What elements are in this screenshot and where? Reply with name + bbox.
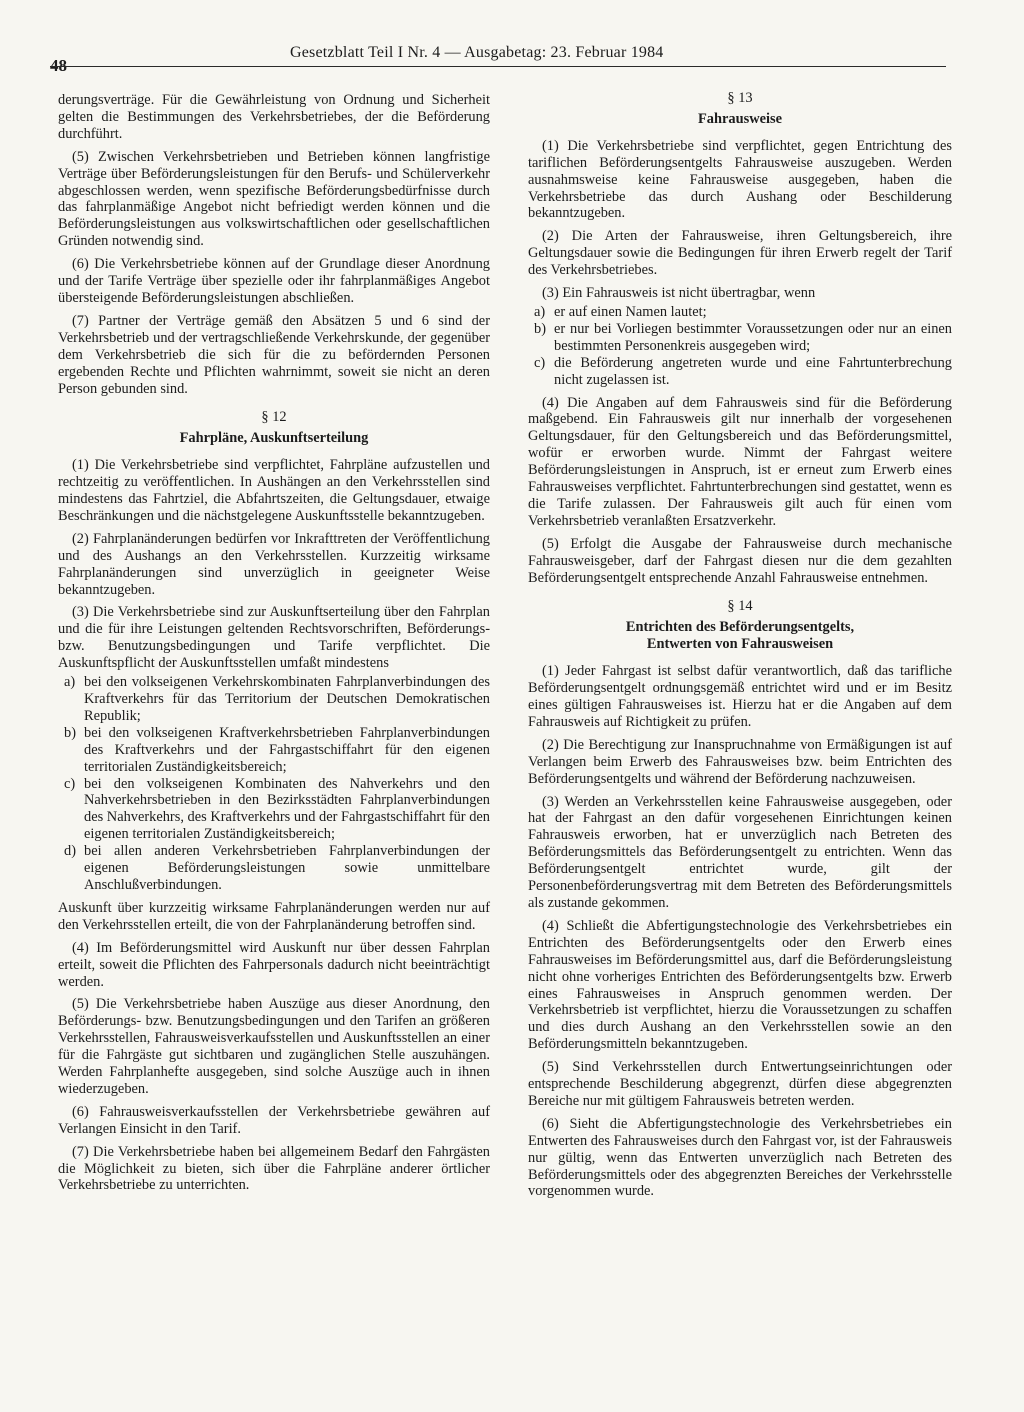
s12-paragraph-4: (4) Im Beförderungsmittel wird Auskunft nur über dessen Fahrplan erteilt, soweit die Pflichten des Fahrpersonals dadurch nicht beeinträchtigt werden. [58,939,490,990]
list-item-text: bei den volkseigenen Verkehrskombinaten Fahrplanverbindungen des Kraftverkehrs für das Territorium der Deutschen Demokratischen Republik; [84,674,490,724]
section-title-14-line-2: Entwerten von Fahrausweisen [646,636,834,653]
right-column [528,90,952,1206]
running-header: Gesetzblatt Teil I Nr. 4 — Ausgabetag: 23. Februar 1984 [290,44,664,61]
list-item-label: b) [534,320,546,337]
paragraph-7: (7) Partner der Verträge gemäß den Absätzen 5 und 6 sind der Verkehrsbetrieb und der vertragschließende Verkehrskunde, der gegenüber dem Verkehrsbetrieb die sich für die zu befördernden Personen ergebenden Rechte und Pflichten wahrnimmt, soweit sie nicht an deren Person gebunden sind. [58,312,490,397]
list-item-label: b) [64,724,76,741]
s12-paragraph-3: (3) Die Verkehrsbetriebe sind zur Auskunftserteilung über den Fahrplan und die für ihre Leistungen geltenden Rechtsvorschriften, Beförderungs- bzw. Benutzungsbedingungen und Tarife verpflichtet. Die Auskunftspflicht der Auskunftsstellen umfaßt mindestens [58,604,490,672]
s12-p3-list [58,674,490,894]
page-number: 48 [50,56,67,75]
list-item [58,674,490,725]
list-item-text: bei den volkseigenen Kraftverkehrsbetrieben Fahrplanverbindungen des Kraftverkehrs und der Fahrgastschiffahrt für den eigenen territorialen Zuständigkeitsbereich; [84,724,490,775]
s12-paragraph-1: (1) Die Verkehrsbetriebe sind verpflichtet, Fahrpläne aufzustellen und rechtzeitig zu veröffentlichen. In Aushängen an den Verkehrsstellen sind mindestens das Fahrtziel, die Abfahrtszeiten, die Geltungsdauer, etwaige Beschränkungen und die nächstgelegene Auskunftsstelle bekanntzugeben. [58,457,490,524]
section-number-12: § 12 [261,409,287,426]
list-item-label: c) [64,775,76,792]
list-item-text: die Beförderung angetreten wurde und eine Fahrtunterbrechung nicht zugelassen ist. [554,354,952,388]
list-item [528,321,952,355]
list-item-text: bei allen anderen Verkehrsbetrieben Fahrplanverbindungen der eigenen Beförderungsleistungen sowie unmittelbare Anschlußverbindungen. [84,843,490,893]
list-item-label: d) [64,843,76,860]
paragraph-6: (6) Die Verkehrsbetriebe können auf der Grundlage dieser Anordnung und der Tarife Verträge über spezielle oder ihr fahrplanmäßiges Angebot übersteigende Beförderungsleistungen abschließen. [58,256,490,306]
list-item [528,355,952,389]
list-item-label: a) [64,674,76,691]
section-title-14 [528,619,952,653]
s14-paragraph-4: (4) Schließt die Abfertigungstechnologie des Verkehrsbetriebes ein Entrichten des Beförderungsentgelts oder den Erwerb eines Fahrausweises im Beförderungsmittel aus, darf die Beförderungsleistung nicht ohne vorheriges Entrichten des Beförderungsentgelts bzw. Erwerb eines Fahrausweises in Anspruch genommen werden. Der Verkehrsbetrieb ist verpflichtet, hierzu die Voraussetzungen zu schaffen und dies durch Aushang an den Verkehrsstellen sowie an den Beförderungsmitteln bekanntzugeben. [528,917,952,1053]
s12-paragraph-6: (6) Fahrausweisverkaufsstellen der Verkehrsbetriebe gewähren auf Verlangen Einsicht in den Tarif. [58,1103,490,1137]
paragraph-5: (5) Zwischen Verkehrsbetrieben und Betrieben können langfristige Verträge über Beförderungsleistungen für den Berufs- und Schülerverkehr abgeschlossen werden, wenn spezifische Beförderungsbedürfnisse durch das fahrplanmäßige Angebot nicht befriedigt werden können und die Beförderungsleistungen aus volkswirtschaftlichen oder gesellschaftlichen Gründen notwendig sind. [58,148,490,250]
s14-paragraph-3: (3) Werden an Verkehrsstellen keine Fahrausweise ausgegeben, oder hat der Fahrgast an den dafür vorgesehenen Einrichtungen keinen Fahrausweis erworben, hat er unverzüglich nach Betreten des Beförderungsmittels das Beförderungsentgelt zu entrichten. Wenn das Beförderungsentgelt entrichtet wurde, gilt der Personenbeförderungsvertrag mit dem Betreten des Beförderungsmittels als zustande gekommen. [528,793,952,911]
s14-paragraph-6: (6) Sieht die Abfertigungstechnologie des Verkehrsbetriebes ein Entwerten des Fahrausweises durch den Fahrgast vor, ist der Fahrausweis nur gültig, wenn das Entwerten unverzüglich nach Betreten des Beförderungsmittels oder des abgegrenzten Bereiches der Verkehrsstelle vorgenommen wurde. [528,1115,952,1200]
s14-paragraph-5: (5) Sind Verkehrsstellen durch Entwertungseinrichtungen oder entsprechende Beschilderung abgegrenzt, dürfen diese abgegrenzten Bereiche nur mit gültigem Fahrausweis betreten werden. [528,1059,952,1109]
s12-paragraph-2: (2) Fahrplanänderungen bedürfen vor Inkrafttreten der Veröffentlichung und des Aushangs an den Verkehrsstellen. Kurzzeitig wirksame Fahrplanänderungen sind unverzüglich in geeigneter Weise bekanntzugeben. [58,530,490,598]
list-item [58,843,490,894]
s13-paragraph-3: (3) Ein Fahrausweis ist nicht übertragbar, wenn [542,285,816,302]
header-rule [50,66,946,67]
list-item-text: er auf einen Namen lautet; [554,303,707,320]
list-item-label: a) [534,303,546,320]
paragraph-continuation: derungsverträge. Für die Gewährleistung von Ordnung und Sicherheit gelten die Bestimmungen des Verkehrsbetriebes, der die Beförderung durchführt. [58,92,490,142]
s12-paragraph-3-tail: Auskunft über kurzzeitig wirksame Fahrplanänderungen werden nur auf den Verkehrsstellen erteilt, die von der Fahrplanänderung betroffen sind. [58,899,490,933]
list-item-label: c) [534,354,546,371]
s12-paragraph-7: (7) Die Verkehrsbetriebe haben bei allgemeinem Bedarf den Fahrgästen die Möglichkeit zu bieten, sich über die Fahrpläne anderer örtlicher Verkehrsbetriebe zu unterrichten. [58,1143,490,1194]
list-item [528,304,952,321]
section-number-13: § 13 [727,90,753,106]
list-item-text: er nur bei Vorliegen bestimmter Voraussetzungen oder nur an einen bestimmten Personenkreis ausgegeben wird; [554,320,952,354]
s14-paragraph-2: (2) Die Berechtigung zur Inanspruchnahme von Ermäßigungen ist auf Verlangen beim Erwerb des Fahrausweises bzw. beim Entrichten des Beförderungsentgelts und während der Beförderung nachzuweisen. [528,736,952,787]
list-item-text: bei den volkseigenen Kombinaten des Nahverkehrs und den Nahverkehrsbetrieben in den Bezirksstädten Fahrplanverbindungen des Nahverkehrs, des Kraftverkehrs und der Fahrgastschiffahrt für den eigenen territorialen Zuständigkeitsbereich; [84,775,490,843]
s13-paragraph-2: (2) Die Arten der Fahrausweise, ihren Geltungsbereich, ihre Geltungsdauer sowie die Bedingungen für ihren Erwerb regelt der Tarif des Verkehrsbetriebes. [528,228,952,279]
section-number-14: § 14 [727,598,753,615]
s13-paragraph-5: (5) Erfolgt die Ausgabe der Fahrausweise durch mechanische Fahrausweisgeber, darf der Fahrgast diesen nur die dem gezahlten Beförderungsentgelt entsprechende Anzahl Fahrausweise entnehmen. [528,535,952,586]
s12-paragraph-5: (5) Die Verkehrsbetriebe haben Auszüge aus dieser Anordnung, den Beförderungs- bzw. Benutzungsbedingungen und den Tarifen an größeren Verkehrsstellen, Fahrausweisverkaufsstellen und Auskunftsstellen an einer für die Fahrgäste gut sichtbaren und zugänglichen Stelle auszuhängen. Werden Fahrplanhefte ausgegeben, sind solche Auszüge auch in ihnen wiederzugeben. [58,996,490,1097]
section-title-14-line-1: Entrichten des Beförderungsentgelts, [625,619,855,636]
s14-paragraph-1: (1) Jeder Fahrgast ist selbst dafür verantwortlich, daß das tarifliche Beförderungsentgelt ordnungsgemäß entrichtet wird und er im Besitz eines gültigen Fahrausweises ist. Hierzu hat er die Angaben auf dem Fahrausweis auf Richtigkeit zu prüfen. [528,663,952,730]
list-item [58,776,490,844]
s13-paragraph-4: (4) Die Angaben auf dem Fahrausweis sind für die Beförderung maßgebend. Ein Fahrausweis gilt nur innerhalb der vorgesehenen Geltungsdauer, für den Geltungsbereich und das Beförderungsmittel, wofür er erworben wurde. Nimmt der Fahrgast weitere Beförderungsleistungen in Anspruch, ist er erneut zum Erwerb eines Fahrausweises verpflichtet. Fahrtunterbrechungen sind gestattet, wenn es die Tarife zulassen. Der Fahrausweis gilt auch für einen vom Verkehrsbetrieb veranlaßten Ersatzverkehr. [528,394,952,529]
section-title-12: Fahrpläne, Auskunftserteilung [179,430,369,447]
s13-paragraph-1: (1) Die Verkehrsbetriebe sind verpflichtet, gegen Entrichtung des tariflichen Beförderungsentgelts Fahrausweise auszugeben. Werden ausnahmsweise keine Fahrausweise ausgegeben, haben die Verkehrsbetriebe das durch Aushang oder Beschilderung bekanntzugeben. [528,137,952,222]
list-item [58,725,490,776]
s13-p3-list [528,304,952,389]
left-column [58,92,490,1200]
section-title-13: Fahrausweise [698,110,782,127]
